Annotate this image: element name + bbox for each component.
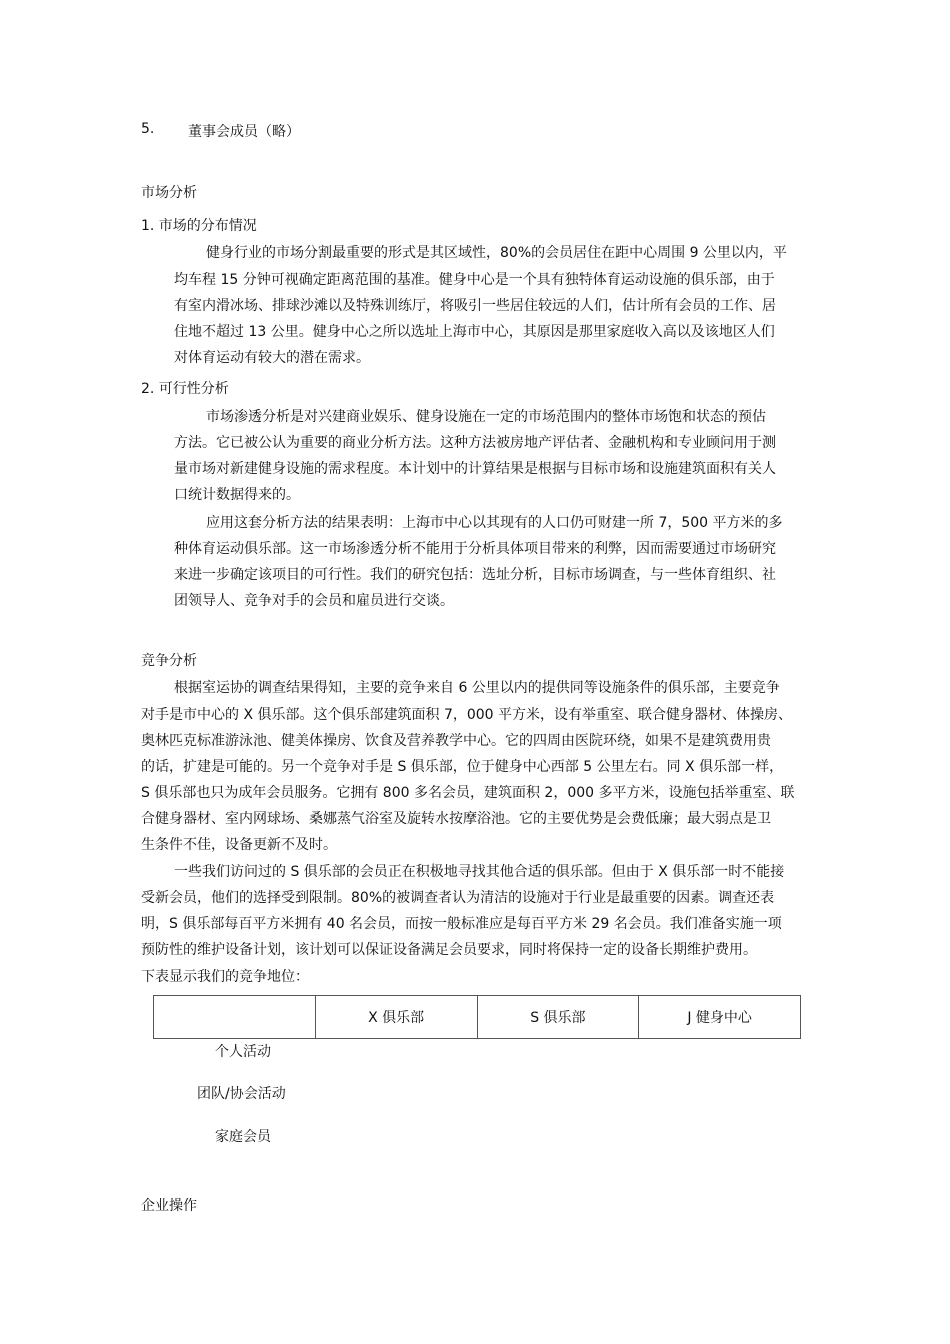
market-heading: 市场分析 [141,185,197,201]
market-sub2-heading: 2. 可行性分析 [141,381,229,397]
table-row-label-team: 团队/协会活动 [197,1086,286,1102]
paragraph-line: 种体育运动俱乐部。这一市场渗透分析不能用于分析具体项目带来的利弊，因而需要通过市场研究 [174,541,776,557]
table-row-label-individual: 个人活动 [215,1044,271,1060]
paragraph-line: 应用这套分析方法的结果表明：上海市中心以其现有的人口仍可财建一所 7，500 平方米的多 [206,515,783,531]
paragraph-line: 预防性的维护设备计划，该计划可以保证设备满足会员要求，同时将保持一定的设备长期维护费用。 [141,942,757,958]
paragraph-line: 口统计数据得来的。 [174,487,300,503]
paragraph-line: 市场渗透分析是对兴建商业娱乐、健身设施在一定的市场范围内的整体市场饱和状态的预估 [206,409,766,425]
table-header-row [154,996,801,1039]
paragraph-line: 受新会员，他们的选择受到限制。80%的被调查者认为清洁的设施对于行业是最重要的因素。调查还表 [141,890,775,906]
paragraph-line: 方法。它已被公认为重要的商业分析方法。这种方法被房地产评估者、金融机构和专业顾问用于测 [174,435,776,451]
table-row-label-family: 家庭会员 [215,1129,271,1145]
paragraph-line: S 俱乐部也只为成年会员服务。它拥有 800 多名会员，建筑面积 2，000 多平方米，设施包括举重室、联 [141,785,795,801]
operations-heading: 企业操作 [141,1198,197,1214]
market-sub1-heading: 1. 市场的分布情况 [141,218,257,234]
paragraph-line: 明，S 俱乐部每百平方米拥有 40 名会员，而按一般标准应是每百平方米 29 名会员。我们准备实施一项 [141,916,782,932]
paragraph-line: 团领导人、竞争对手的会员和雇员进行交谈。 [174,593,454,609]
table-header-cell-s-club: S 俱乐部 [477,996,639,1039]
paragraph-line: 量市场对新建健身设施的需求程度。本计划中的计算结果是根据与目标市场和设施建筑面积有关人 [174,461,776,477]
paragraph-line: 对体育运动有较大的潜在需求。 [174,350,370,366]
paragraph-line: 合健身器材、室内网球场、桑娜蒸气浴室及旋转水按摩浴池。它的主要优势是会费低廉；最大弱点是卫 [141,811,771,827]
paragraph-line: 对手是市中心的 X 俱乐部。这个俱乐部建筑面积 7，000 平方米，设有举重室、联合健身器材、体操房、 [141,707,793,723]
board-item-text: 董事会成员（略） [188,124,300,140]
competition-table [153,995,801,1039]
paragraph-line: 的话，扩建是可能的。另一个竞争对手是 S 俱乐部，位于健身中心西部 5 公里左右。同 X 俱乐部一样， [141,759,784,775]
paragraph-line: 来进一步确定该项目的可行性。我们的研究包括：选址分析，目标市场调查，与一些体育组织、社 [174,567,776,583]
table-header-cell-x-club: X 俱乐部 [315,996,477,1039]
paragraph-line: 奥林匹克标准游泳池、健美体操房、饮食及营养教学中心。它的四周由医院环绕，如果不是建筑费用贵 [141,733,771,749]
paragraph-line: 均车程 15 分钟可视确定距离范围的基准。健身中心是一个具有独特体育运动设施的俱乐部，由于 [174,272,775,288]
paragraph-line: 有室内滑冰场、排球沙滩以及特殊训练厅，将吸引一些居住较远的人们，估计所有会员的工作、居 [174,298,776,314]
paragraph-line: 生条件不佳，设备更新不及时。 [141,837,337,853]
paragraph-line: 根据室运协的调查结果得知，主要的竞争来自 6 公里以内的提供同等设施条件的俱乐部，主要竞争 [174,680,780,696]
board-item-number: 5. [141,121,155,137]
paragraph-line: 健身行业的市场分割最重要的形式是其区域性，80%的会员居住在距中心周围 9 公里以内，平 [206,245,787,261]
paragraph-line: 住地不超过 13 公里。健身中心之所以选址上海市中心，其原因是那里家庭收入高以及该地区人们 [174,324,775,340]
table-intro: 下表显示我们的竞争地位： [141,969,309,985]
competition-heading: 竞争分析 [141,653,197,669]
paragraph-line: 一些我们访问过的 S 俱乐部的会员正在积极地寻找其他合适的俱乐部。但由于 X 俱乐部一时不能接 [174,864,785,880]
table-header-cell-empty [154,996,316,1039]
table-header-cell-j-center: J 健身中心 [639,996,801,1039]
